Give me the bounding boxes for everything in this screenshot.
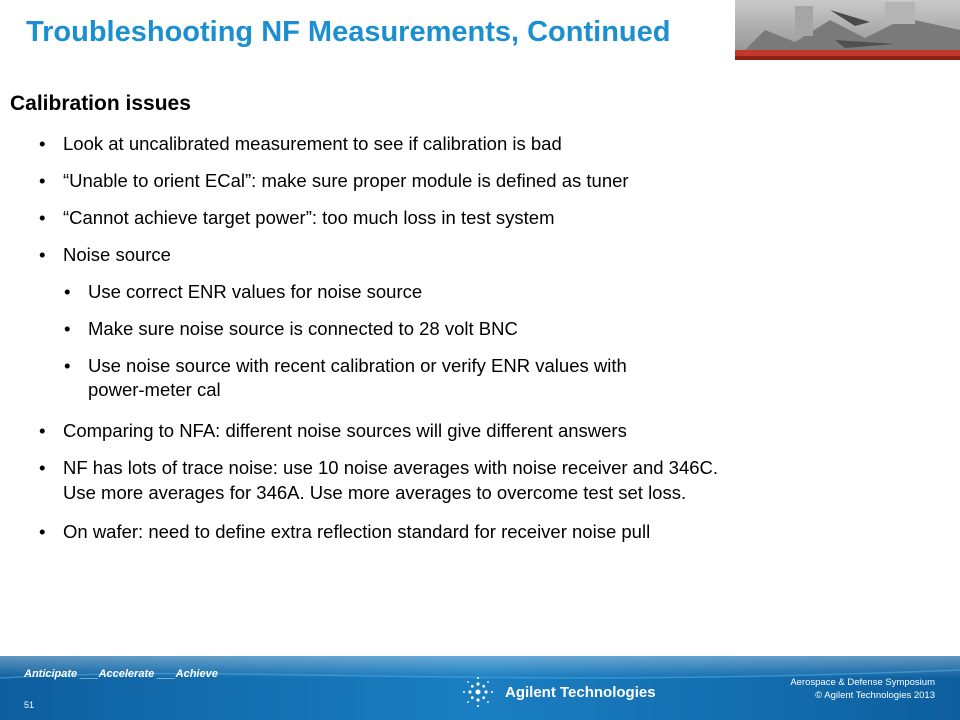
slide-title: Troubleshooting NF Measurements, Continued — [26, 16, 671, 48]
footer-tagline: Anticipate ___Accelerate ___Achieve — [24, 668, 218, 680]
agilent-spark-icon — [460, 674, 496, 710]
bullet-dot: • — [39, 170, 46, 191]
sub-bullet-item — [64, 317, 518, 340]
bullet-item — [39, 132, 562, 155]
bullet-text: NF has lots of trace noise: use 10 noise averages with noise receiver and 346C. — [63, 457, 719, 478]
section-heading: Calibration issues — [10, 92, 191, 115]
bullet-dot: • — [39, 521, 46, 542]
bullet-dot: • — [64, 355, 71, 376]
page-number: 51 — [24, 700, 35, 710]
sub-bullet-item — [64, 280, 423, 303]
bullet-text: Comparing to NFA: different noise sources will give different answers — [63, 420, 627, 441]
bullet-text: Noise source — [63, 244, 171, 265]
bullet-dot: • — [39, 133, 46, 154]
bullet-item — [39, 456, 719, 479]
bullet-text: Make sure noise source is connected to 28 volt BNC — [88, 318, 518, 339]
event-info — [790, 676, 935, 702]
bullet-text: On wafer: need to define extra reflection standard for receiver noise pull — [63, 521, 651, 542]
bullet-text: “Cannot achieve target power”: too much loss in test system — [63, 207, 555, 228]
bullet-item — [39, 243, 171, 266]
copyright: © Agilent Technologies 2013 — [815, 690, 935, 701]
bullet-text: Use correct ENR values for noise source — [88, 281, 423, 302]
bullet-dot: • — [39, 207, 46, 228]
bullet-dot: • — [39, 420, 46, 441]
sub-bullet-item — [64, 354, 627, 377]
bullet-item — [39, 206, 555, 229]
bullet-dot: • — [64, 281, 71, 302]
bullet-continuation: Use more averages for 346A. Use more averages to overcome test set loss. — [63, 482, 687, 503]
header-banner-image — [735, 0, 960, 60]
bullet-text: Look at uncalibrated measurement to see if calibration is bad — [63, 133, 562, 154]
bullet-dot: • — [64, 318, 71, 339]
company-logo-text: Agilent Technologies — [505, 684, 656, 701]
bullet-text: Use noise source with recent calibration or verify ENR values with — [88, 355, 627, 376]
bullet-item — [39, 520, 651, 543]
bullet-item — [39, 169, 629, 192]
bullet-item — [39, 419, 627, 442]
bullet-continuation: power-meter cal — [88, 379, 221, 400]
bullet-dot: • — [39, 244, 46, 265]
bullet-text: “Unable to orient ECal”: make sure proper module is defined as tuner — [63, 170, 629, 191]
event-name: Aerospace & Defense Symposium — [790, 677, 935, 688]
bullet-dot: • — [39, 457, 46, 478]
